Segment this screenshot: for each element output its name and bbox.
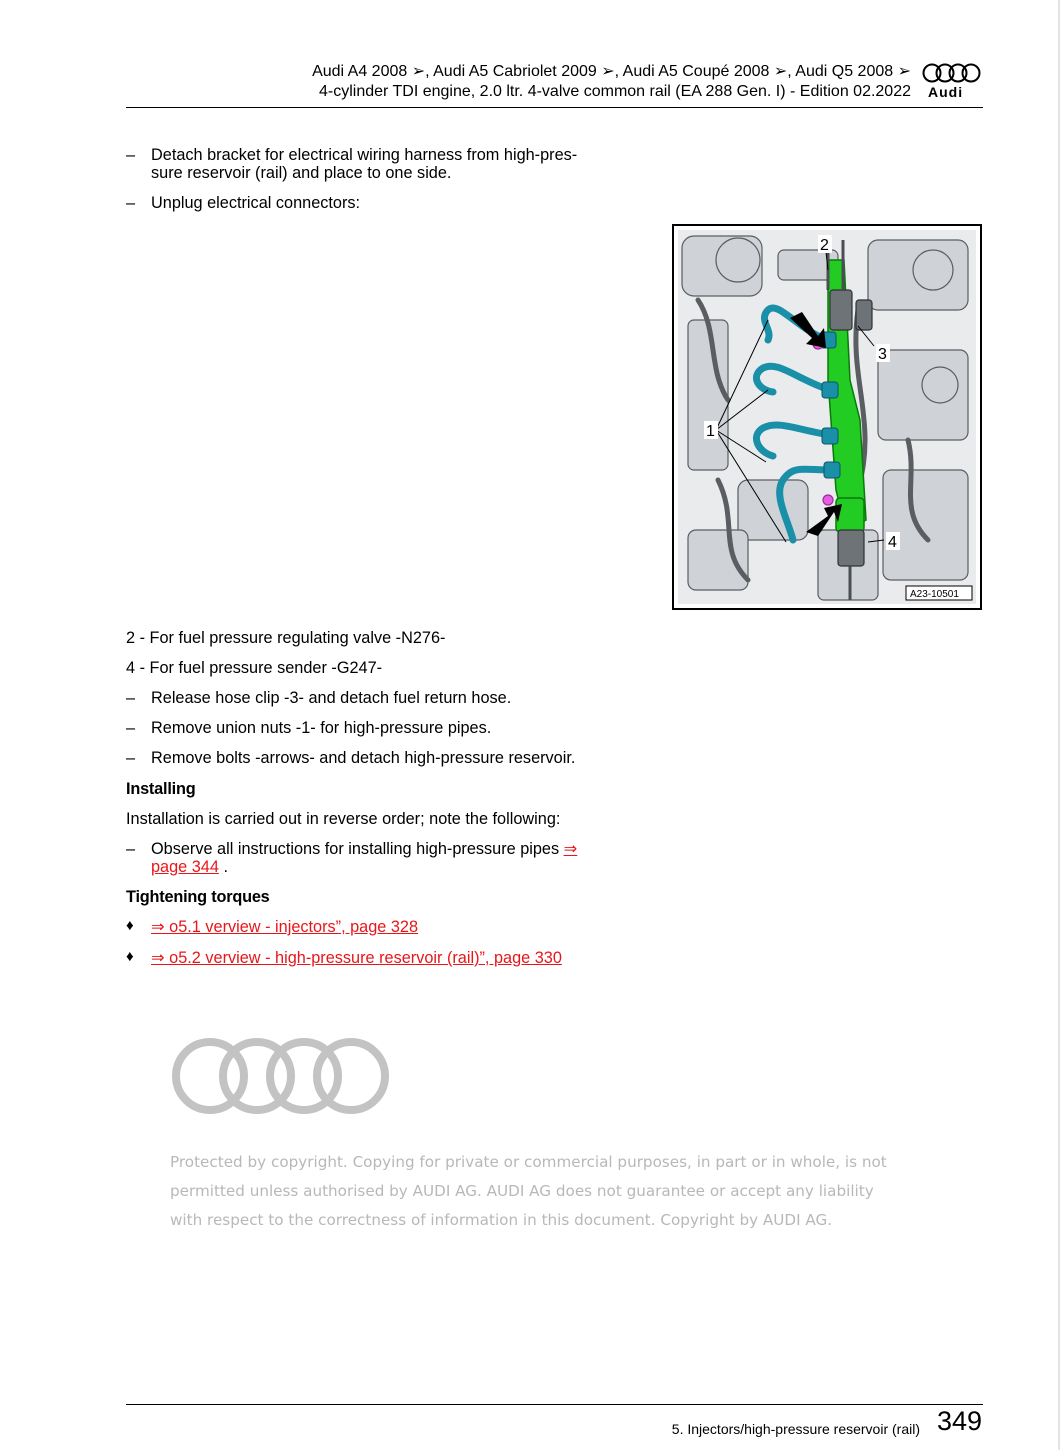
header-text (312, 62, 911, 102)
installing-heading: Installing (126, 780, 196, 798)
step-suffix: . (218, 858, 228, 876)
callout-2: 2 (820, 237, 829, 254)
installing-intro: Installation is carried out in reverse order; note the following: (126, 810, 561, 828)
page-number: 349 (936, 1406, 982, 1436)
connector-4-desc: 4 - For fuel pressure sender -G247- (126, 659, 383, 677)
copyright-line: permitted unless authorised by AUDI AG. AUDI AG does not guarantee or accept any liability (170, 1182, 874, 1200)
rail-diagram (678, 230, 976, 604)
link-page-344[interactable]: page 344 (151, 858, 219, 876)
copyright-line: Protected by copyright. Copying for private or commercial purposes, in part or in whole, is not (170, 1153, 887, 1171)
copyright-line: with respect to the correctness of information in this document. Copyright by AUDI AG. (170, 1211, 833, 1229)
connector-2-desc: 2 - For fuel pressure regulating valve -N276- (126, 629, 446, 647)
image-id: A23-10501 (910, 589, 959, 600)
engine-illustration (672, 224, 982, 610)
callout-1: 1 (706, 423, 715, 440)
watermark-audi-rings-icon (170, 1034, 394, 1118)
torques-heading: Tightening torques (126, 888, 270, 906)
audi-wordmark: Audi (928, 84, 964, 100)
step-text-line: Detach bracket for electrical wiring harness from high-pres- (151, 146, 578, 164)
page-header (126, 60, 983, 108)
link-rail-overview[interactable]: ⇒ o5.2 verview - high-pressure reservoir (rail)”, page 330 (151, 949, 562, 967)
callout-4: 4 (888, 534, 897, 551)
link-arrow[interactable]: ⇒ (563, 840, 578, 858)
diamond-bullet-icon: ♦ (126, 917, 134, 934)
audi-logo-icon (921, 62, 983, 102)
copyright-notice (170, 1148, 890, 1235)
step-text: Observe all instructions for installing high-pressure pipes (151, 840, 564, 858)
callout-3: 3 (878, 346, 887, 363)
footer-section-title: 5. Injectors/high-pressure reservoir (rail) (671, 1421, 920, 1437)
step-text-line: sure reservoir (rail) and place to one side. (151, 164, 452, 182)
diamond-bullet-icon: ♦ (126, 948, 134, 965)
header-engine: 4-cylinder TDI engine, 2.0 ltr. 4-valve common rail (EA 288 Gen. I) - Edition 02.2022 (319, 83, 911, 100)
header-models: Audi A4 2008 ➢, Audi A5 Cabriolet 2009 ➢, Audi A5 Coupé 2008 ➢, Audi Q5 2008 ➢ (312, 63, 911, 80)
footer-divider (126, 1404, 983, 1405)
link-injectors-overview[interactable]: ⇒ o5.1 verview - injectors”, page 328 (151, 918, 419, 936)
